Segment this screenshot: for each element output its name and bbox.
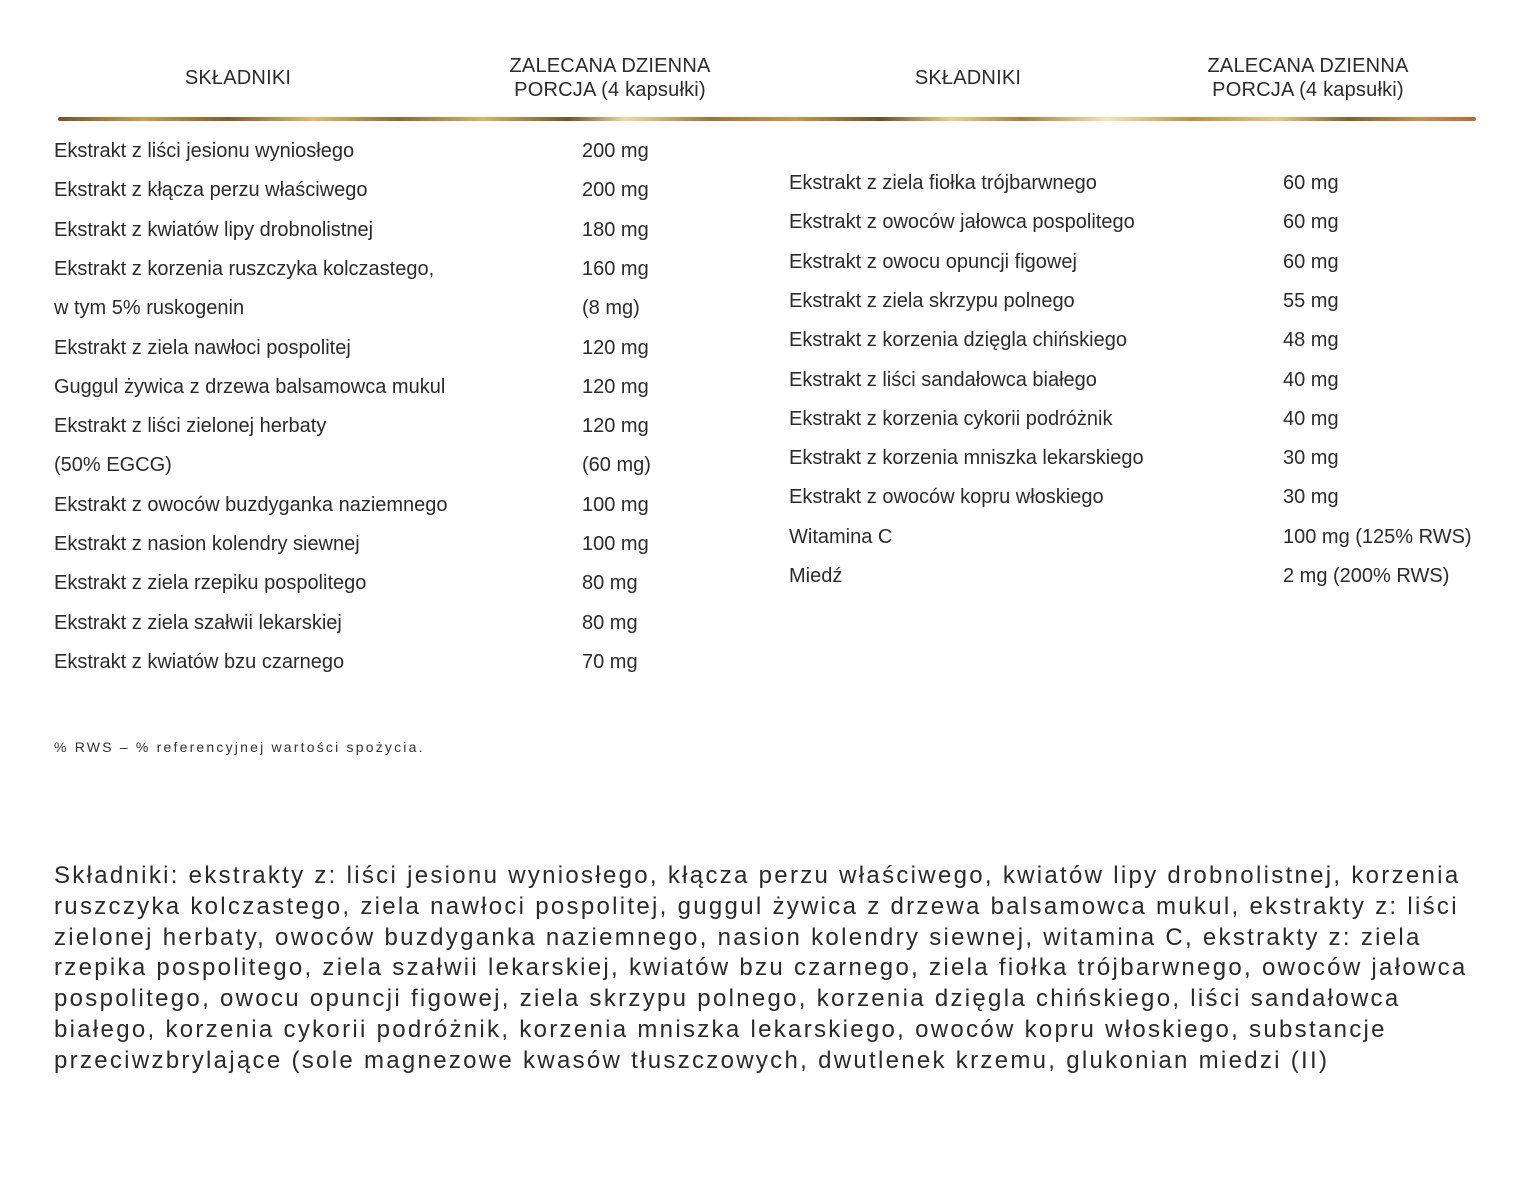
ingredient-dose: 40 mg [1283, 407, 1339, 430]
ingredient-name: w tym 5% ruskogenin [54, 297, 245, 320]
ingredient-dose: 60 mg [1283, 211, 1339, 234]
ingredient-name: Ekstrakt z ziela szałwii lekarskiej [54, 611, 342, 634]
ingredient-name: Ekstrakt z korzenia dzięgla chińskiego [789, 329, 1127, 352]
ingredient-dose: 180 mg [582, 218, 649, 241]
ingredient-name: (50% EGCG) [54, 454, 172, 477]
ingredient-dose: 100 mg [582, 493, 649, 516]
right-header-daily-dose [1168, 54, 1448, 102]
rws-footnote: % RWS – % referencyjnej wartości spożycia. [54, 739, 425, 755]
ingredient-name: Ekstrakt z liści jesionu wyniosłego [54, 140, 355, 162]
ingredient-dose: 100 mg [582, 533, 649, 555]
ingredient-name: Ekstrakt z ziela rzepiku pospolitego [54, 572, 367, 595]
ingredient-dose: 80 mg [582, 611, 638, 634]
right-header-ingredients: SKŁADNIKI [914, 67, 1022, 89]
right-header-dose-line1: ZALECANA DZIENNA [1207, 55, 1409, 77]
ingredient-dose: 120 mg [582, 336, 649, 359]
ingredient-dose: 160 mg [582, 257, 649, 280]
ingredient-name: Ekstrakt z korzenia cykorii podróżnik [789, 407, 1113, 430]
ingredient-name: Ekstrakt z nasion kolendry siewnej [54, 533, 360, 555]
ingredient-dose: 200 mg [582, 179, 649, 202]
ingredient-dose: 40 mg [1283, 368, 1339, 391]
ingredient-name: Guggul żywica z drzewa balsamowca mukul [54, 375, 446, 398]
gold-divider [58, 117, 1476, 121]
ingredient-dose: 80 mg [582, 572, 638, 595]
ingredient-name: Miedź [789, 565, 843, 587]
ingredient-name: Ekstrakt z kwiatów lipy drobnolistnej [54, 218, 374, 241]
ingredient-dose: 48 mg [1283, 329, 1339, 352]
ingredient-dose: 100 mg (125% RWS) [1283, 525, 1472, 548]
left-header-daily-dose [470, 54, 750, 102]
ingredient-dose: 200 mg [582, 140, 649, 162]
ingredient-name: Ekstrakt z korzenia mniszka lekarskiego [789, 447, 1144, 470]
ingredient-dose: 60 mg [1283, 250, 1339, 273]
ingredient-name: Ekstrakt z owoców kopru włoskiego [789, 486, 1104, 509]
ingredient-name: Ekstrakt z owoców buzdyganka naziemnego [54, 493, 448, 516]
ingredient-name: Ekstrakt z liści zielonej herbaty [54, 415, 327, 438]
ingredient-name: Ekstrakt z owocu opuncji figowej [789, 250, 1077, 273]
ingredient-dose: 2 mg (200% RWS) [1283, 565, 1450, 587]
ingredient-dose: 55 mg [1283, 289, 1339, 312]
left-header-dose-line2: PORCJA (4 kapsułki) [514, 79, 706, 101]
composition-text: Składniki: ekstrakty z: liści jesionu wyniosłego, kłącza perzu właściwego, kwiatów lipy drobnolistnej, korzenia ruszczyka kolczastego, ziela nawłoci pospolitej, guggul żywica z drzewa balsamowca mukul, ekstrakty z: liści zielonej herbaty, owoców buzdyganka naziemnego, nasion kolendry siewnej, witamina C, ekstrakty z: ziela rzepika pospolitego, ziela szałwii lekarskiej, kwiatów bzu czarnego, ziela fiołka trójbarwnego, owoców jałowca pospolitego, owocu opuncji figowej, ziela skrzypu polnego, korzenia dzięgla chińskiego, liści sandałowca białego, korzenia cykorii podróżnik, korzenia mniszka lekarskiego, owoców kopru włoskiego, substancje przeciwzbrylające (sole magnezowe kwasów tłuszczowych, dwutlenek krzemu, glukonian miedzi (II) [54, 862, 1468, 1074]
ingredient-dose: 70 mg [582, 650, 638, 673]
ingredient-dose: 60 mg [1283, 172, 1339, 194]
ingredient-name: Witamina C [789, 525, 893, 548]
ingredient-dose: (60 mg) [582, 454, 651, 477]
ingredient-dose: 120 mg [582, 375, 649, 398]
ingredient-name: Ekstrakt z ziela nawłoci pospolitej [54, 336, 351, 359]
ingredient-name: Ekstrakt z kwiatów bzu czarnego [54, 650, 345, 673]
left-header-dose-line1: ZALECANA DZIENNA [509, 55, 711, 77]
ingredient-dose: 30 mg [1283, 486, 1339, 509]
ingredient-name: Ekstrakt z korzenia ruszczyka kolczastego, [54, 257, 435, 280]
ingredient-dose: (8 mg) [582, 297, 640, 320]
ingredient-dose: 120 mg [582, 415, 649, 438]
ingredient-name: Ekstrakt z ziela fiołka trójbarwnego [789, 172, 1097, 194]
ingredient-name: Ekstrakt z liści sandałowca białego [789, 368, 1097, 391]
ingredient-name: Ekstrakt z kłącza perzu właściwego [54, 179, 368, 202]
left-header-ingredients: SKŁADNIKI [184, 67, 292, 89]
right-header-dose-line2: PORCJA (4 kapsułki) [1212, 79, 1404, 101]
ingredient-dose: 30 mg [1283, 447, 1339, 470]
ingredient-name: Ekstrakt z owoców jałowca pospolitego [789, 211, 1135, 234]
ingredient-name: Ekstrakt z ziela skrzypu polnego [789, 289, 1075, 312]
